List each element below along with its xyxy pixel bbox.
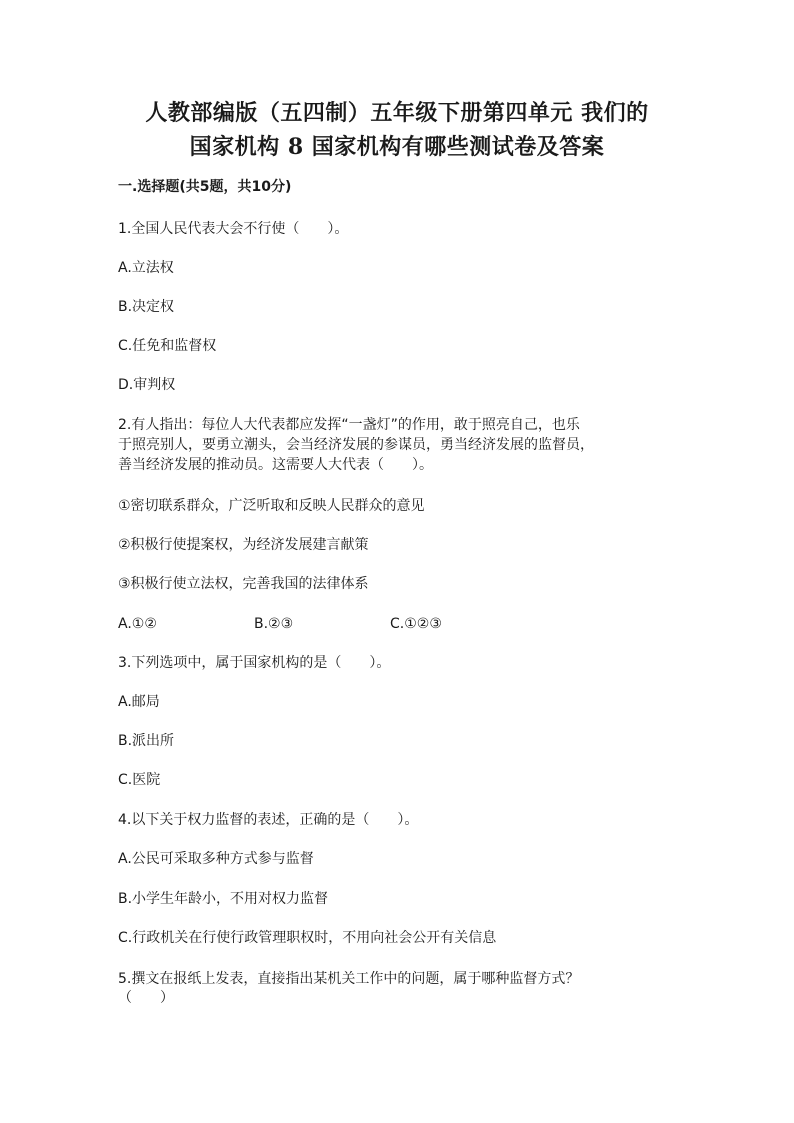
question-1-option-c: C.任免和监督权 — [118, 338, 217, 354]
question-2-statement-1: ①密切联系群众，广泛听取和反映人民群众的意见 — [118, 498, 425, 514]
question-4-stem: 4.以下关于权力监督的表述，正确的是（ ）。 — [118, 812, 419, 828]
question-1-option-a: A.立法权 — [118, 260, 174, 276]
question-3-option-c: C.医院 — [118, 772, 161, 788]
question-5-stem-line-1: 5.撰文在报纸上发表，直接指出某机关工作中的问题，属于哪种监督方式？ — [118, 971, 580, 987]
question-2-option-c: C.①②③ — [390, 616, 442, 632]
question-2-option-a: A.①② — [118, 616, 157, 632]
question-4-option-a: A.公民可采取多种方式参与监督 — [118, 851, 314, 867]
section-heading: 一.选择题(共5题，共10分) — [118, 179, 292, 195]
question-1-stem: 1.全国人民代表大会不行使（ ）。 — [118, 221, 349, 237]
question-2-option-b: B.②③ — [254, 616, 294, 632]
question-1-option-b: B.决定权 — [118, 299, 175, 315]
question-1-option-d: D.审判权 — [118, 377, 176, 393]
document-title-line-1: 人教部编版（五四制）五年级下册第四单元 我们的 — [145, 100, 649, 126]
question-2-statement-3: ③积极行使立法权，完善我国的法律体系 — [118, 576, 369, 592]
question-2-stem-line-2: 于照亮别人，要勇立潮头，会当经济发展的参谋员，勇当经济发展的监督员， — [118, 437, 594, 453]
question-2-stem-line-3: 善当经济发展的推动员。这需要人大代表（ ）。 — [118, 457, 433, 473]
question-2-stem-line-1: 2.有人指出：每位人大代表都应发挥“一盏灯”的作用，敢于照亮自己，也乐 — [118, 417, 580, 433]
question-2-statement-2: ②积极行使提案权，为经济发展建言献策 — [118, 537, 369, 553]
question-4-option-b: B.小学生年龄小，不用对权力监督 — [118, 891, 329, 907]
question-3-option-a: A.邮局 — [118, 694, 160, 710]
document-title-line-2: 国家机构 8 国家机构有哪些测试卷及答案 — [189, 134, 605, 160]
question-3-option-b: B.派出所 — [118, 733, 175, 749]
question-5-stem-line-2: （ ） — [118, 990, 174, 1006]
question-3-stem: 3.下列选项中，属于国家机构的是（ ）。 — [118, 655, 391, 671]
question-4-option-c: C.行政机关在行使行政管理职权时，不用向社会公开有关信息 — [118, 930, 497, 946]
